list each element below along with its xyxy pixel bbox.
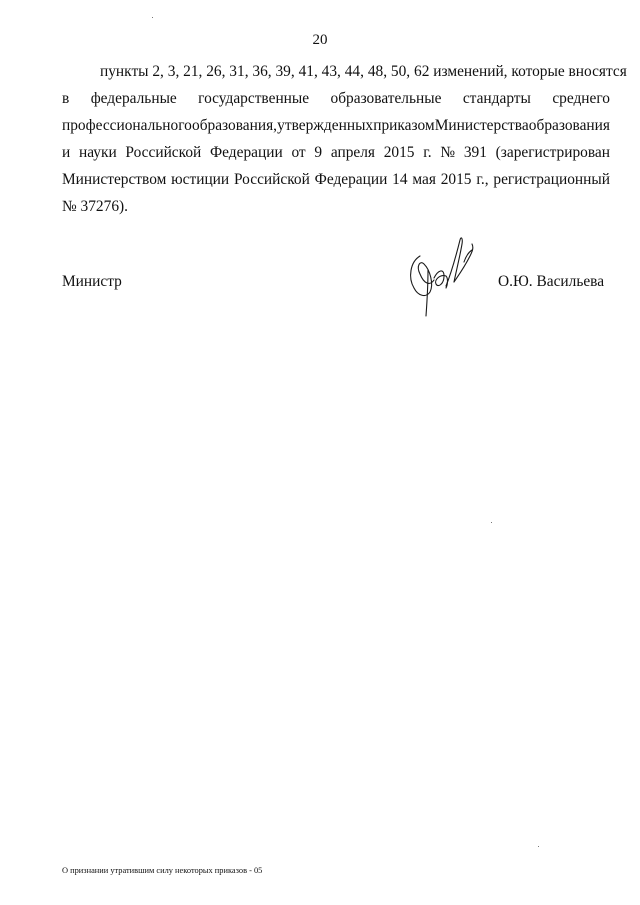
- body-line-3: [62, 112, 610, 139]
- word: апреля: [330, 144, 375, 161]
- word: федеральные: [90, 90, 177, 107]
- word: (зарегистрирован: [495, 144, 610, 161]
- word: образовательные: [330, 90, 442, 107]
- scan-speck: [491, 522, 492, 523]
- body-line-4: [62, 139, 610, 166]
- word: 391: [463, 144, 487, 161]
- word: 9: [314, 144, 323, 161]
- word: Министерством: [62, 171, 167, 188]
- signatory-name: О.Ю. Васильева: [498, 273, 605, 290]
- scan-speck: [152, 17, 153, 18]
- word: 14: [392, 171, 408, 188]
- page-number: 20: [312, 32, 328, 48]
- word: науки: [78, 144, 117, 161]
- word: образования,: [192, 117, 278, 134]
- footer-doc-title: О признании утратившим силу некоторых приказов - 05: [62, 866, 263, 875]
- word: Российской: [233, 171, 310, 188]
- word: Российской: [125, 144, 202, 161]
- word: и: [62, 144, 71, 161]
- word: стандарты: [462, 90, 531, 107]
- word: приказом: [373, 117, 435, 134]
- scan-speck: [538, 846, 539, 847]
- body-line-6: № 37276).: [62, 198, 128, 215]
- signatory-position: Министр: [62, 273, 122, 290]
- word: Министерства: [434, 117, 529, 134]
- word: юстиции: [171, 171, 230, 188]
- word: регистрационный: [493, 171, 610, 188]
- body-line-2: [62, 85, 610, 112]
- word: утвержденных: [277, 117, 374, 134]
- word: №: [440, 144, 456, 161]
- word: г.: [423, 144, 432, 161]
- body-paragraph: [62, 58, 627, 220]
- word: мая: [412, 171, 436, 188]
- handwritten-signature: [400, 226, 482, 318]
- word: в: [62, 90, 70, 107]
- word: образования: [528, 117, 610, 134]
- word: Федерации: [210, 144, 283, 161]
- word: от: [291, 144, 306, 161]
- word: профессионального: [62, 117, 192, 134]
- word: 2015: [440, 171, 472, 188]
- body-line-5: [62, 166, 610, 193]
- word: государственные: [198, 90, 310, 107]
- word: г.,: [476, 171, 489, 188]
- word: среднего: [552, 90, 610, 107]
- body-line-1: пункты 2, 3, 21, 26, 31, 36, 39, 41, 43, 44, 48, 50, 62 изменений, которые вносятся: [100, 63, 627, 80]
- word: Федерации: [314, 171, 388, 188]
- word: 2015: [383, 144, 415, 161]
